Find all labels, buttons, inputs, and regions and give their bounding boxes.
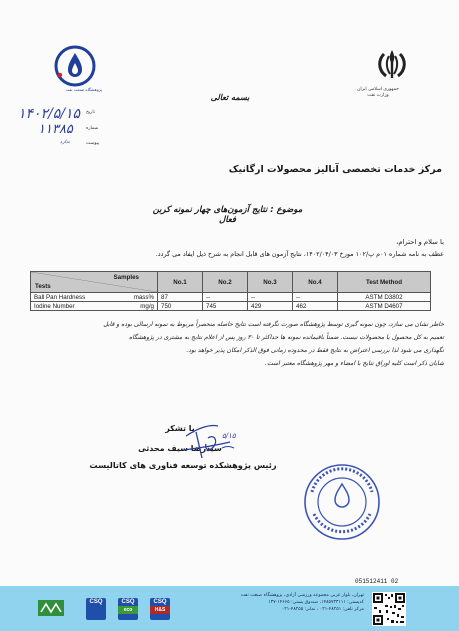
value-cell: -- — [203, 293, 248, 302]
handwritten-signature — [178, 418, 248, 464]
date-value: ۱۴۰۲/۵/۱۵ — [18, 106, 81, 122]
signatory-name: سیدرضا سیف محدثی — [138, 444, 222, 453]
letter-subject: موضوع : نتایج آزمون‌های چهار نمونه کربن فعال — [152, 205, 303, 225]
corner-tests-label: Tests — [35, 283, 51, 290]
test-cell — [31, 302, 158, 311]
column-header: No.2 — [203, 272, 248, 293]
cert-sub-label: eco — [118, 606, 138, 614]
address-line: تهران، بلوار غربی مجموعه ورزشی آزادی، پژوهشگاه صنعت نفت — [240, 593, 364, 598]
test-cell — [31, 293, 158, 302]
gov-line-1: جمهوری اسلامی ایران — [357, 87, 399, 92]
value-cell: -- — [293, 293, 338, 302]
table-corner-cell — [31, 272, 158, 293]
table-header-row — [31, 272, 431, 293]
column-header: Test Method — [338, 272, 431, 293]
intro-text: عطف به نامه شماره ۰۱م پ/۱۰۲ مورخ ۱۴۰۲/۰۴/۰۳، نتایج آزمون های قابل انجام به شرح ذیل ایفاد می گردد. — [155, 250, 444, 258]
table-row — [31, 302, 431, 311]
cert-label: CSQ — [121, 599, 135, 605]
method-cell: ASTM D4607 — [338, 302, 431, 311]
attachment-label: پیوست — [86, 141, 100, 146]
value-cell: 462 — [293, 302, 338, 311]
notes-paragraph — [20, 318, 444, 370]
greeting: با سلام و احترام، — [396, 238, 444, 246]
institute-logo — [54, 45, 96, 87]
value-cell: 745 — [203, 302, 248, 311]
column-header: No.4 — [293, 272, 338, 293]
cert-badge-eco — [118, 598, 138, 620]
note-line: نگهداری می شود لذا بررسی اعتراض به نتایج فقط در محدوده زمانی فوق الذکر امکان پذیر خواهد بود. — [186, 347, 444, 354]
address-line: کدپستی: ۱۴۸۵۷۳۳۱۱۱، صندوق پستی: ۱۴۶۶۵-۱۳۷ — [268, 600, 364, 605]
dm-logo-icon — [38, 600, 64, 616]
cert-badge-hs — [150, 598, 170, 620]
attachment-value: ندارد — [60, 139, 71, 145]
cert-badge-csq — [86, 598, 106, 620]
number-value: ۱۱۳۸۵ — [38, 122, 73, 137]
value-cell: -- — [248, 293, 293, 302]
document-code: 051512411 02 — [355, 578, 399, 585]
method-cell: ASTM D3802 — [338, 293, 431, 302]
institute-logo-text: پژوهشگاه صنعت نفت — [65, 87, 102, 92]
column-header: No.3 — [248, 272, 293, 293]
corner-samples-label: Samples — [113, 274, 139, 281]
basmala: بسمه تعالی — [210, 92, 250, 102]
number-label: شماره — [86, 126, 99, 131]
test-unit: mass% — [133, 293, 154, 301]
test-unit: mg/g — [140, 302, 154, 310]
value-cell: 87 — [158, 293, 203, 302]
test-name: Iodine Number — [34, 302, 75, 310]
thanks-line: با تشکر — [165, 424, 195, 433]
signature-date: ۵/۱۵ — [222, 432, 236, 440]
cert-label: CSQ — [89, 599, 103, 605]
qr-code-icon — [372, 592, 406, 626]
column-header: No.1 — [158, 272, 203, 293]
institute-stamp — [300, 462, 384, 542]
cert-label: CSQ — [153, 599, 167, 605]
gov-line-2: وزارت نفت — [367, 93, 389, 98]
test-name: Ball Pan Hardness — [34, 293, 86, 301]
signatory-position: رئیس پژوهشکده توسعه فناوری های کاتالیست — [89, 460, 277, 470]
letter-title: مرکز خدمات تخصصی آنالیز محصولات ارگانیک — [228, 164, 442, 175]
table-row — [31, 293, 431, 302]
date-label: تاریخ — [86, 110, 95, 115]
emblem-icon — [372, 46, 412, 84]
value-cell: 429 — [248, 302, 293, 311]
address-line: مرکز تلفن: ۴۸۲۵۱-۰۲۱ ، نمابر: ۴۸۲۵۵-۰۲۱ — [281, 607, 364, 612]
results-table — [30, 271, 431, 311]
note-line: خاطر نشان می سازد، چون نمونه گیری توسط پژوهشگاه صورت نگرفته است نتایج حاصله منحصراً مربوط به نمونه ارسالی بوده و قابل — [103, 321, 444, 328]
cert-sub-label: H&S — [150, 606, 170, 614]
note-line: شایان ذکر است کلیه اوراق نتایج با امضاء و مهر پژوهشگاه معتبر است. — [265, 360, 444, 367]
value-cell: 750 — [158, 302, 203, 311]
note-line: تعمیم به کل محصول یا محصولات نیست. ضمناً باقیمانده نمونه ها حداکثر تا ۳۰ روز پس از اعلام نتایج به مشتری در پژوهشگاه — [129, 334, 444, 341]
footer-address — [214, 592, 364, 613]
